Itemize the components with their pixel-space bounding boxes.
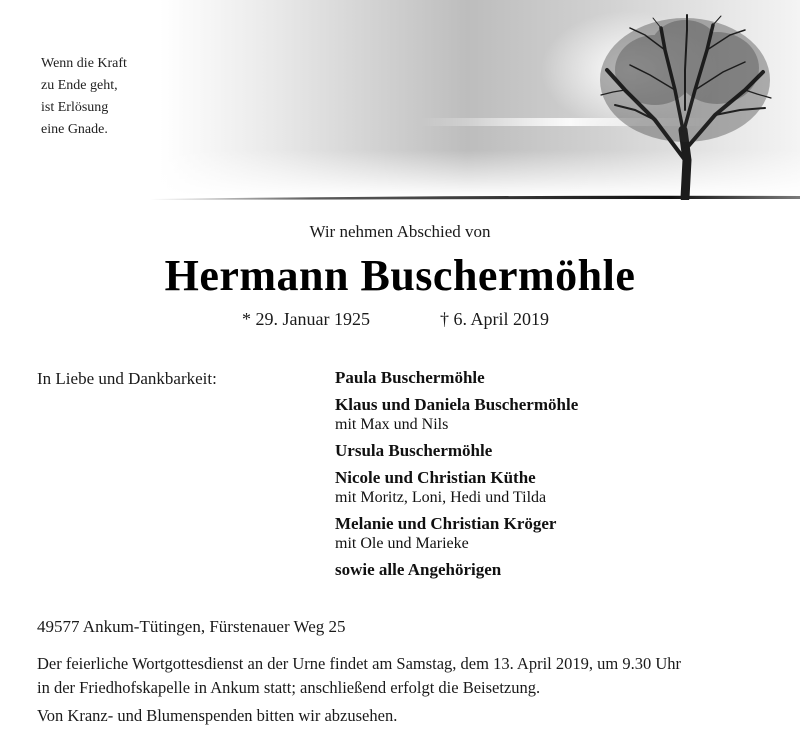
family-entry	[335, 514, 775, 553]
deceased-name: Hermann Buschermöhle	[164, 251, 636, 300]
family-entry	[335, 468, 775, 507]
death-date: † 6. April 2019	[440, 309, 550, 329]
family-member-name: Ursula Buschermöhle	[335, 441, 493, 460]
family-member-name: Paula Buschermöhle	[335, 368, 485, 387]
address: 49577 Ankum-Tütingen, Fürstenauer Weg 25	[37, 617, 346, 636]
motto-line: eine Gnade.	[41, 122, 108, 137]
family-member-name: Klaus und Daniela Buschermöhle	[335, 395, 579, 414]
motto-line: zu Ende geht,	[41, 78, 118, 93]
family-closing: sowie alle Angehörigen	[335, 560, 502, 579]
intro-text: Wir nehmen Abschied von	[309, 222, 491, 241]
family-member-children: mit Max und Nils	[335, 416, 449, 433]
motto-verse	[41, 53, 127, 141]
dedication-text: In Liebe und Dankbarkeit:	[37, 369, 217, 388]
family-entry	[335, 368, 775, 388]
family-entry	[335, 395, 775, 434]
family-entry	[335, 441, 775, 461]
family-list	[335, 368, 775, 580]
motto-line: ist Erlösung	[41, 100, 109, 115]
motto-line: Wenn die Kraft	[41, 56, 127, 71]
family-member-name: Melanie und Christian Kröger	[335, 514, 557, 533]
family-member-children: mit Moritz, Loni, Hedi und Tilda	[335, 489, 547, 506]
family-member-name: Nicole und Christian Küthe	[335, 468, 536, 487]
birth-date: * 29. Januar 1925	[242, 309, 370, 329]
family-member-children: mit Ole und Marieke	[335, 535, 469, 552]
flowers-note: Von Kranz- und Blumenspenden bitten wir abzusehen.	[37, 706, 398, 725]
service-line: Der feierliche Wortgottesdienst an der Urne findet am Samstag, dem 13. April 2019, um 9.30 Uhr	[37, 654, 682, 673]
service-line: in der Friedhofskapelle in Ankum statt; anschließend erfolgt die Beisetzung.	[37, 678, 541, 697]
tree-illustration	[595, 10, 775, 200]
service-notice	[37, 652, 787, 700]
